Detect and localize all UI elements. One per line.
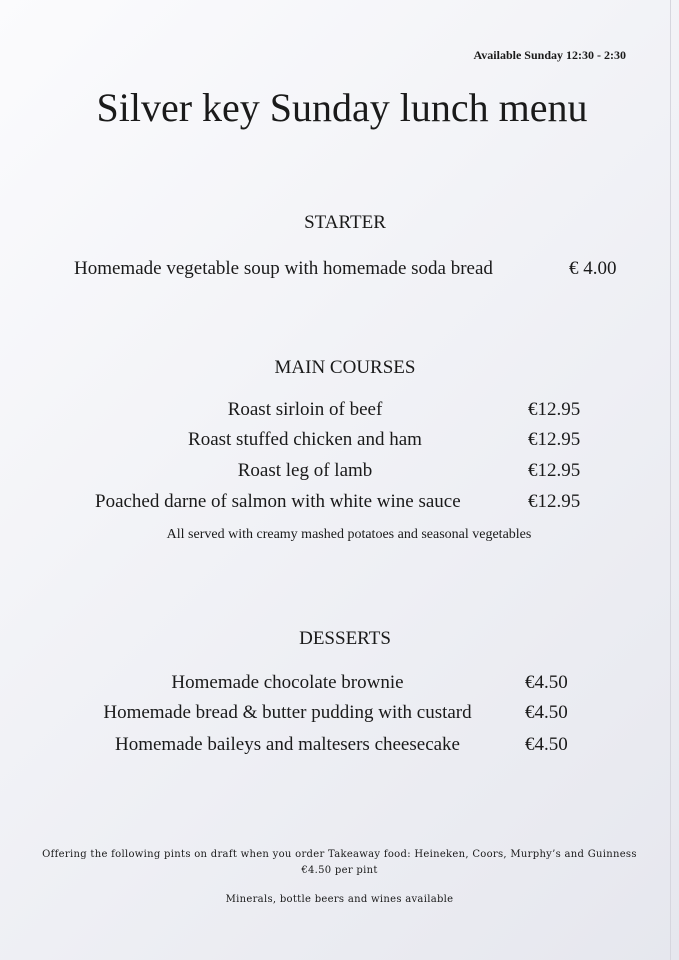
main-item-name: Roast sirloin of beef (227, 399, 383, 420)
dessert-item-price: €4.50 (525, 672, 568, 693)
main-item-name: Poached darne of salmon with white wine sauce (95, 491, 461, 512)
dessert-item (0, 672, 679, 696)
pint-price-note: €4.50 per pint (301, 865, 378, 876)
main-item (0, 399, 679, 423)
main-item (0, 460, 679, 484)
dessert-item-name: Homemade baileys and maltesers cheesecake (114, 734, 460, 755)
starter-item (0, 258, 679, 282)
main-item-name: Roast leg of lamb (237, 460, 373, 481)
main-item-price: €12.95 (528, 429, 581, 450)
main-item-price: €12.95 (528, 460, 581, 481)
dessert-item-name: Homemade chocolate brownie (171, 672, 404, 693)
main-item-price: €12.95 (528, 399, 581, 420)
desserts-heading: DESSERTS (299, 628, 391, 649)
main-courses-heading: MAIN COURSES (274, 357, 416, 378)
starter-heading: STARTER (304, 212, 386, 233)
main-item-name: Roast stuffed chicken and ham (188, 429, 422, 450)
dessert-item-price: €4.50 (525, 734, 568, 755)
starter-item-name: Homemade vegetable soup with homemade soda bread (74, 258, 493, 279)
dessert-item (0, 702, 679, 726)
dessert-item-price: €4.50 (525, 702, 568, 723)
dessert-item (0, 734, 679, 758)
menu-title: Silver key Sunday lunch menu (96, 85, 588, 130)
minerals-note: Minerals, bottle beers and wines available (225, 894, 454, 905)
dessert-item-name: Homemade bread & butter pudding with custard (103, 702, 472, 723)
mains-note: All served with creamy mashed potatoes and seasonal vegetables (166, 527, 532, 542)
main-item (0, 429, 679, 453)
draft-pints-note: Offering the following pints on draft when you order Takeaway food: Heineken, Coors, Murphy’s and Guinness (42, 849, 637, 860)
availability-note: Available Sunday 12:30 - 2:30 (473, 48, 626, 62)
starter-item-price: € 4.00 (569, 258, 617, 279)
main-item-price: €12.95 (528, 491, 581, 512)
main-item (0, 491, 679, 515)
